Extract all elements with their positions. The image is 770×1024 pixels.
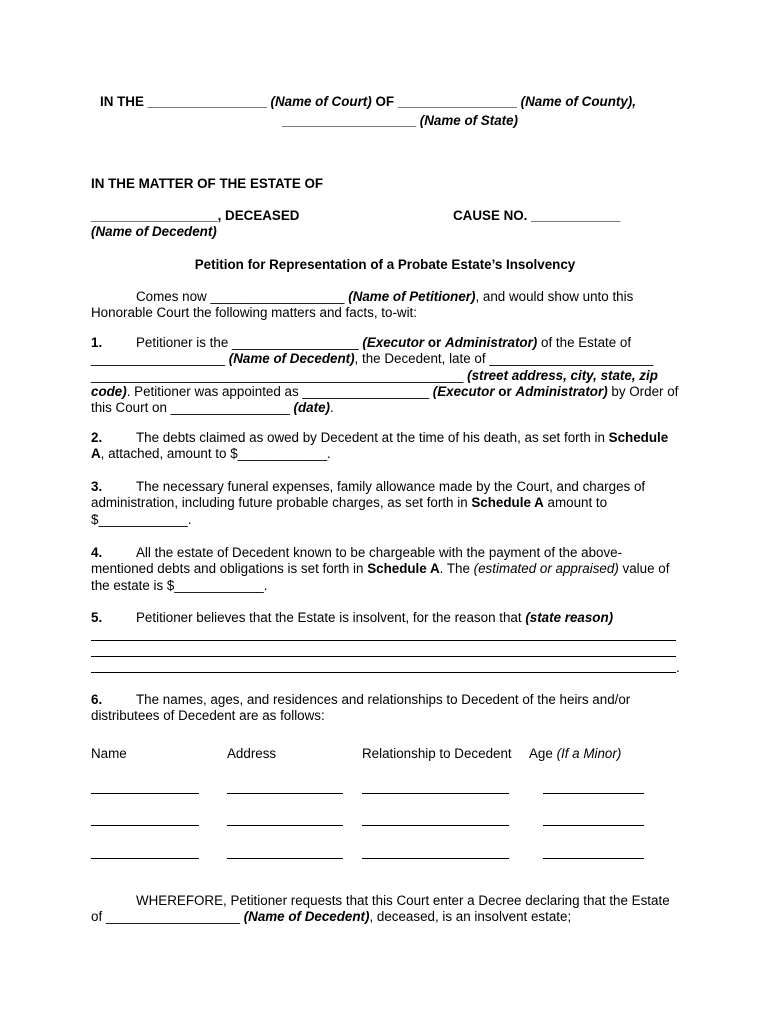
heir-row-2-name (91, 825, 199, 826)
heirs-column-address: Address (227, 746, 277, 761)
heir-row-3-name (91, 858, 199, 859)
heir-row-1-relationship (362, 793, 509, 794)
court-heading-line1: IN THE ________________ (Name of Court) OF ________________ (Name of County), (100, 94, 636, 109)
decedent-line: _________________, DECEASED (91, 208, 300, 223)
paragraph-6: 6. The names, ages, and residences and relationships to Decedent of the heirs and/or distributees of Decedent are as follows: (91, 692, 631, 724)
name-of-decedent-caption: (Name of Decedent) (91, 224, 217, 239)
heir-row-2-age (543, 825, 644, 826)
heirs-column-name: Name (91, 746, 127, 761)
paragraph-4: 4. All the estate of Decedent known to be chargeable with the payment of the above-mentioned debts and obligations is set forth in Schedule A. The (estimated or appraised) value of the estate is $____________. (91, 545, 670, 593)
reason-period: . (676, 660, 680, 675)
reason-line-2 (91, 656, 676, 657)
court-heading-line2: __________________ (Name of State) (282, 113, 519, 128)
heirs-column-age: Age (If a Minor) (529, 746, 622, 761)
paragraph-1: 1. Petitioner is the _________________ (Executor or Administrator) of the Estate of __________________ (Name of Decedent), the Decedent, late of ______________________ __________________________________________________ (street address, city, state, zip code). Petitioner was appointed as _________________ (Executor or Administrator) by Order of this Court on ________________ (date). (91, 335, 679, 416)
heir-row-2-relationship (362, 825, 509, 826)
heir-row-1-address (227, 793, 343, 794)
matter-title: IN THE MATTER OF THE ESTATE OF (91, 176, 324, 191)
reason-line-3 (91, 672, 676, 673)
heir-row-3-age (543, 858, 644, 859)
heir-row-3-relationship (362, 858, 509, 859)
paragraph-2: 2. The debts claimed as owed by Decedent at the time of his death, as set forth in Schedule A, attached, amount to $____________. (91, 430, 669, 462)
intro-paragraph: Comes now __________________ (Name of Petitioner), and would show unto this Honorable Court the following matters and facts, to-wit: (91, 289, 634, 321)
heir-row-3-address (227, 858, 343, 859)
paragraph-5: 5. Petitioner believes that the Estate is insolvent, for the reason that (state reason) (91, 610, 614, 625)
reason-line-1 (91, 640, 676, 641)
heir-row-1-age (543, 793, 644, 794)
paragraph-3: 3. The necessary funeral expenses, family allowance made by the Court, and charges of administration, including future probable charges, as set forth in Schedule A amount to $____________. (91, 479, 646, 527)
heir-row-2-address (227, 825, 343, 826)
document-title: Petition for Representation of a Probate Estate’s Insolvency (194, 257, 576, 272)
heirs-column-relationship: Relationship to Decedent (362, 746, 512, 761)
heir-row-1-name (91, 793, 199, 794)
wherefore-paragraph: WHEREFORE, Petitioner requests that this Court enter a Decree declaring that the Estate of __________________ (Name of Decedent), deceased, is an insolvent estate; (91, 893, 670, 925)
cause-number: CAUSE NO. ____________ (453, 208, 621, 223)
